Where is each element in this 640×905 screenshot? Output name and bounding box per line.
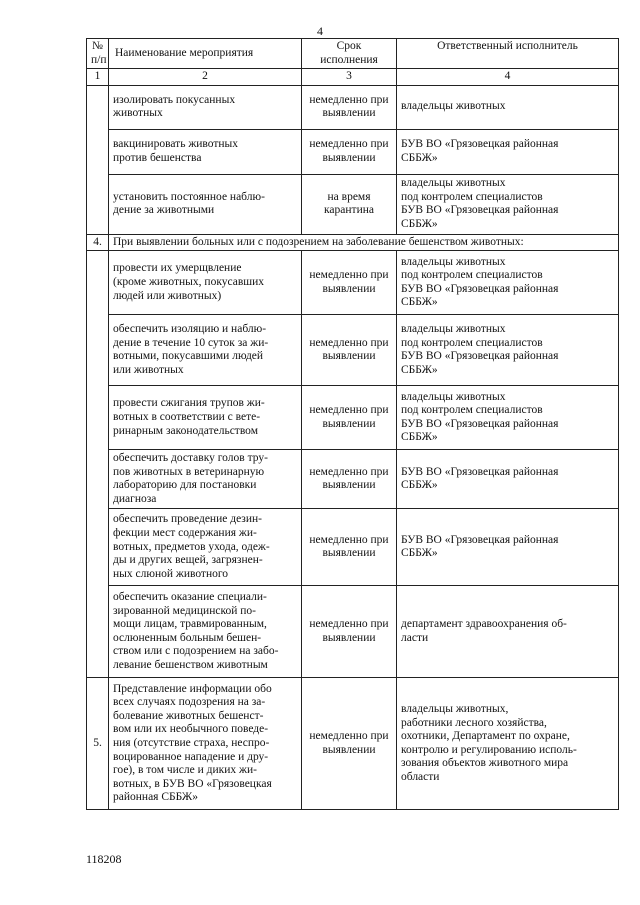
- measure-name: Представление информации обо всех случаях подозрения на за- болевание животных бешенст- вом или их необычного поведе- ния (отсутствие страха, неспро- воцированное нападение и дру- гое), в том числе и диких жи- вотных, в БУВ ВО «Грязовецкая районная СББЖ»: [109, 678, 302, 810]
- measure-executor: владельцы животных под контролем специалистов БУВ ВО «Грязовецкая районная СББЖ»: [397, 174, 619, 234]
- measure-executor: владельцы животных под контролем специалистов БУВ ВО «Грязовецкая районная СББЖ»: [397, 386, 619, 450]
- measure-term: немедленно при выявлении: [302, 85, 397, 129]
- row-number: [87, 174, 109, 234]
- measure-executor: владельцы животных: [397, 85, 619, 129]
- measure-term: немедленно при выявлении: [302, 386, 397, 450]
- row-number: 5.: [87, 678, 109, 810]
- table-row: [87, 251, 619, 315]
- row-number: [87, 509, 109, 586]
- section4-heading: При выявлении больных или с подозрением на заболевание бешенством животных:: [109, 234, 619, 251]
- header-num: № п/п: [87, 39, 109, 69]
- table-row: [87, 129, 619, 174]
- measure-term: немедленно при выявлении: [302, 251, 397, 315]
- table-header-row: [87, 39, 619, 69]
- measure-term: немедленно при выявлении: [302, 678, 397, 810]
- col-number: 3: [302, 69, 397, 86]
- measure-term: немедленно при выявлении: [302, 129, 397, 174]
- col-number: 2: [109, 69, 302, 86]
- measure-term: немедленно при выявлении: [302, 450, 397, 509]
- measure-executor: БУВ ВО «Грязовецкая районная СББЖ»: [397, 450, 619, 509]
- measure-term: немедленно при выявлении: [302, 315, 397, 386]
- measure-executor: БУВ ВО «Грязовецкая районная СББЖ»: [397, 129, 619, 174]
- row-number: [87, 251, 109, 315]
- table-row: [87, 509, 619, 586]
- measure-term: на время карантина: [302, 174, 397, 234]
- measure-name: провести их умерщвление (кроме животных, покусавших людей или животных): [109, 251, 302, 315]
- measure-name: установить постоянное наблю- дение за животными: [109, 174, 302, 234]
- section4-heading-row: [87, 234, 619, 251]
- header-executor: Ответственный исполнитель: [397, 39, 619, 69]
- page-number: 4: [317, 24, 323, 38]
- table-row: [87, 174, 619, 234]
- col-number: 4: [397, 69, 619, 86]
- measure-term: немедленно при выявлении: [302, 509, 397, 586]
- measure-term: немедленно при выявлении: [302, 586, 397, 678]
- header-term: Срок исполнения: [302, 39, 397, 69]
- measure-name: провести сжигания трупов жи- вотных в соответствии с вете- ринарным законодательством: [109, 386, 302, 450]
- col-number: 1: [87, 69, 109, 86]
- measure-name: изолировать покусанных животных: [109, 85, 302, 129]
- table-row: [87, 450, 619, 509]
- row-number: [87, 315, 109, 386]
- table-row: [87, 85, 619, 129]
- measure-name: обеспечить проведение дезин- фекции мест содержания жи- вотных, предметов ухода, одеж- ды и других вещей, загрязнен- ных слюной животного: [109, 509, 302, 586]
- row-number: [87, 386, 109, 450]
- measure-executor: владельцы животных под контролем специалистов БУВ ВО «Грязовецкая районная СББЖ»: [397, 315, 619, 386]
- measure-executor: департамент здравоохранения об- ласти: [397, 586, 619, 678]
- table-row: [87, 586, 619, 678]
- table-row: [87, 386, 619, 450]
- row-number: [87, 450, 109, 509]
- row-number: [87, 586, 109, 678]
- table-row: [87, 678, 619, 810]
- measures-table: [86, 38, 619, 810]
- measure-executor: владельцы животных под контролем специалистов БУВ ВО «Грязовецкая районная СББЖ»: [397, 251, 619, 315]
- section4-num: 4.: [87, 234, 109, 251]
- table-row: [87, 315, 619, 386]
- measure-name: обеспечить доставку голов тру- пов животных в ветеринарную лабораторию для постановки диагноза: [109, 450, 302, 509]
- measure-executor: владельцы животных, работники лесного хозяйства, охотники, Департамент по охране, контролю и регулированию исполь- зования объектов животного мира области: [397, 678, 619, 810]
- row-number: [87, 85, 109, 129]
- measure-name: обеспечить изоляцию и наблю- дение в течение 10 суток за жи- вотными, покусавшими людей или животных: [109, 315, 302, 386]
- document-code: 118208: [86, 852, 122, 866]
- measure-name: обеспечить оказание специали- зированной медицинской по- мощи лицам, травмированным, ослюненным больным бешен- ством или с подозрением на забо- левание бешенством животным: [109, 586, 302, 678]
- header-name: Наименование мероприятия: [109, 39, 302, 69]
- measure-name: вакцинировать животных против бешенства: [109, 129, 302, 174]
- column-number-row: [87, 69, 619, 86]
- measure-executor: БУВ ВО «Грязовецкая районная СББЖ»: [397, 509, 619, 586]
- row-number: [87, 129, 109, 174]
